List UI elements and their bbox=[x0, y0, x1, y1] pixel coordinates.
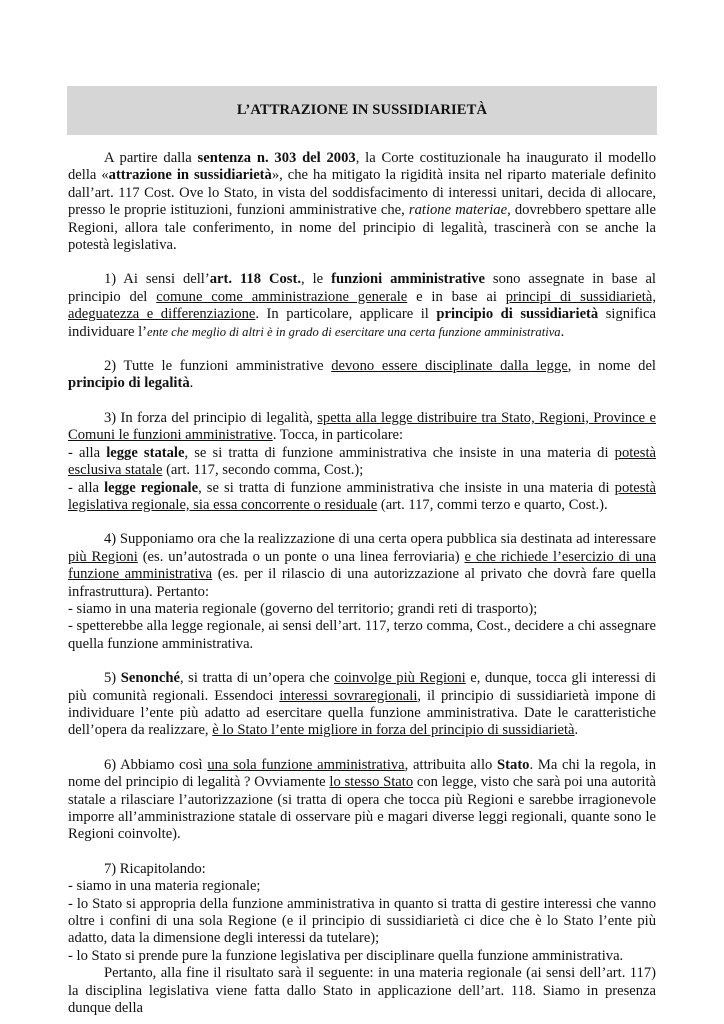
document-title: L’ATTRAZIONE IN SUSSIDIARIETÀ bbox=[236, 101, 488, 118]
text-run: , attribuita allo bbox=[404, 756, 498, 773]
underlined-phrase: lo stesso Stato bbox=[329, 774, 414, 791]
underlined-phrase: è lo Stato l’ente migliore in forza del principio di sussidiarietà bbox=[212, 722, 575, 739]
emphasis-article: art. 118 Cost. bbox=[209, 271, 301, 288]
text-run: , la Corte costituzionale ha inaugurato il modello della « bbox=[68, 150, 656, 184]
point-7-item-a: - siamo in una materia regionale; bbox=[68, 878, 261, 895]
text-run: 3) In forza del principio di legalità, bbox=[104, 409, 318, 426]
text-run: 2) Tutte le funzioni amministrative bbox=[104, 358, 332, 375]
text-run: 5) bbox=[104, 670, 121, 687]
text-run: . In particolare, applicare il bbox=[255, 306, 437, 323]
point-1-paragraph bbox=[68, 271, 656, 341]
emphasis-term: legge statale bbox=[106, 444, 185, 461]
text-run: . Ma chi la regola, in nome del principio di legalità ? Ovviamente bbox=[68, 756, 656, 791]
point-3-item-regionale bbox=[68, 480, 656, 515]
document-body bbox=[68, 150, 656, 1017]
text-run: significa individuare l’ bbox=[68, 306, 656, 340]
emphasis-term: Stato bbox=[497, 756, 530, 773]
text-run: - alla bbox=[68, 479, 105, 496]
underlined-phrase: spetta alla legge distribuire tra Stato, Regioni, Province e Comuni le funzioni amministrative bbox=[68, 409, 656, 444]
text-run: sono assegnate in base al principio del bbox=[68, 271, 656, 305]
emphasis-sentence-ref: sentenza n. 303 del 2003 bbox=[197, 150, 356, 166]
text-run: A partire dalla bbox=[104, 150, 198, 166]
text-run: e in base ai bbox=[407, 288, 506, 305]
point-5-paragraph bbox=[68, 670, 656, 740]
underlined-phrase: comune come amministrazione generale bbox=[156, 288, 408, 305]
text-run: , si tratta di un’opera che bbox=[179, 670, 335, 687]
text-run: , in nome del bbox=[567, 358, 656, 375]
text-run: (art. 117, commi terzo e quarto, Cost.). bbox=[377, 496, 608, 513]
text-run: . bbox=[574, 722, 579, 739]
text-run: , il principio di sussidiarietà impone di individuare l’ente più adatto ad esercitare quella funzione amministrativa. Date le caratteristiche dell’opera da realizzare, bbox=[68, 687, 656, 739]
point-2-paragraph bbox=[68, 358, 656, 393]
point-3-item-statale bbox=[68, 445, 656, 480]
text-run: 4) Supponiamo ora che la realizzazione di una certa opera pubblica sia destinata ad interessare bbox=[104, 531, 656, 548]
underlined-phrase: e che richiede l’esercizio di una funzione amministrativa bbox=[68, 548, 656, 583]
title-banner bbox=[67, 86, 657, 135]
point-6-paragraph bbox=[68, 757, 656, 844]
text-run: », che ha mitigato la rigidità insita nel riparto materiale definito dall’art. 117 Cost. Ove lo Stato, in vista del soddisfacimento di interessi unitari, decida di allocare, presso le proprie istituzioni, funzioni amministrative che, bbox=[68, 167, 656, 219]
intro-paragraph bbox=[68, 150, 656, 254]
text-run: . bbox=[560, 323, 565, 340]
emphasis-term: Senonché bbox=[120, 670, 180, 687]
text-run: , dovrebbero spettare alle Regioni, allora tale conferimento, in nome del principio di legalità, trascinerà con se anche la potestà legislativa. bbox=[68, 202, 656, 254]
text-run: 1) Ai sensi dell’ bbox=[104, 271, 210, 288]
point-7-heading: 7) Ricapitolando: bbox=[104, 860, 206, 877]
underlined-phrase: devono essere disciplinate dalla legge bbox=[331, 358, 568, 375]
emphasis-term: attrazione in sussidiarietà bbox=[108, 167, 272, 184]
text-run: - alla bbox=[68, 444, 107, 461]
point-7-item-c: - lo Stato si prende pure la funzione legislativa per disciplinare quella funzione amministrativa. bbox=[68, 947, 624, 964]
text-run: , le bbox=[301, 271, 332, 288]
latin-phrase: ratione materiae bbox=[408, 202, 508, 219]
text-run: 6) Abbiamo così bbox=[104, 756, 208, 773]
underlined-phrase: interessi sovraregionali bbox=[279, 687, 418, 704]
text-run: (es. un’autostrada o un ponte o una linea ferroviaria) bbox=[137, 548, 465, 565]
point-3-paragraph bbox=[68, 410, 656, 445]
underlined-phrase: principi di sussidiarietà, adeguatezza e differenziazione bbox=[68, 288, 656, 323]
underlined-phrase: una sola funzione amministrativa bbox=[207, 756, 405, 773]
text-run: . bbox=[189, 375, 194, 392]
text-run: . Tocca, in particolare: bbox=[272, 427, 404, 444]
italic-definition: ente che meglio di altri è in grado di esercitare una certa funzione amministrativa bbox=[147, 324, 561, 339]
text-run: (es. per il rilascio di una autorizzazione al privato che dovrà fare quella infrastruttura). Pertanto: bbox=[68, 566, 656, 600]
text-run: (art. 117, secondo comma, Cost.); bbox=[162, 462, 364, 479]
underlined-phrase: potestà esclusiva statale bbox=[68, 444, 656, 479]
point-4-paragraph bbox=[68, 531, 656, 601]
text-run: con legge, visto che sarà poi una autorità statale a rilasciare l’autorizzazione (si tratta di opera che tocca più Regioni e sarebbe irragionevole imporre all’amministrazione statale di osservare più e magari diverse leggi regionali, quante sono le Regioni coinvolte). bbox=[68, 774, 656, 843]
conclusion-paragraph: Pertanto, alla fine il risultato sarà il seguente: in una materia regionale (ai sensi dell’art. 117) la disciplina legislativa viene fatta dallo Stato in applicazione dell’art. 118. Siamo in presenza dunque della bbox=[68, 965, 656, 1017]
emphasis-term: funzioni amministrative bbox=[331, 271, 485, 288]
text-run: , se si tratta di funzione amministrativa che insiste in una materia di bbox=[198, 479, 615, 496]
text-run: , se si tratta di funzione amministrativa che insiste in una materia di bbox=[184, 444, 615, 461]
point-4-item-a: - siamo in una materia regionale (governo del territorio; grandi reti di trasporto); bbox=[68, 600, 538, 617]
underlined-phrase: più Regioni bbox=[68, 548, 138, 565]
text-run: e, dunque, tocca gli interessi di più comunità regionali. Essendoci bbox=[68, 670, 656, 704]
emphasis-term: legge regionale bbox=[104, 479, 199, 496]
underlined-phrase: potestà legislativa regionale, sia essa concorrente o residuale bbox=[68, 479, 656, 513]
emphasis-term: principio di sussidiarietà bbox=[436, 306, 599, 323]
point-4-item-b: - spetterebbe alla legge regionale, ai sensi dell’art. 117, terzo comma, Cost., decidere a chi assegnare quella funzione amministrativa. bbox=[68, 618, 656, 652]
underlined-phrase: coinvolge più Regioni bbox=[334, 670, 466, 687]
emphasis-term: principio di legalità bbox=[68, 375, 190, 392]
point-7-item-b: - lo Stato si appropria della funzione amministrativa in quanto si tratta di gestire interessi che vanno oltre i confini di una sola Regione (e il principio di sussidiarietà ci dice che è lo Stato l’ente più adatto, data la dimensione degli interessi da tutelare); bbox=[68, 895, 656, 947]
